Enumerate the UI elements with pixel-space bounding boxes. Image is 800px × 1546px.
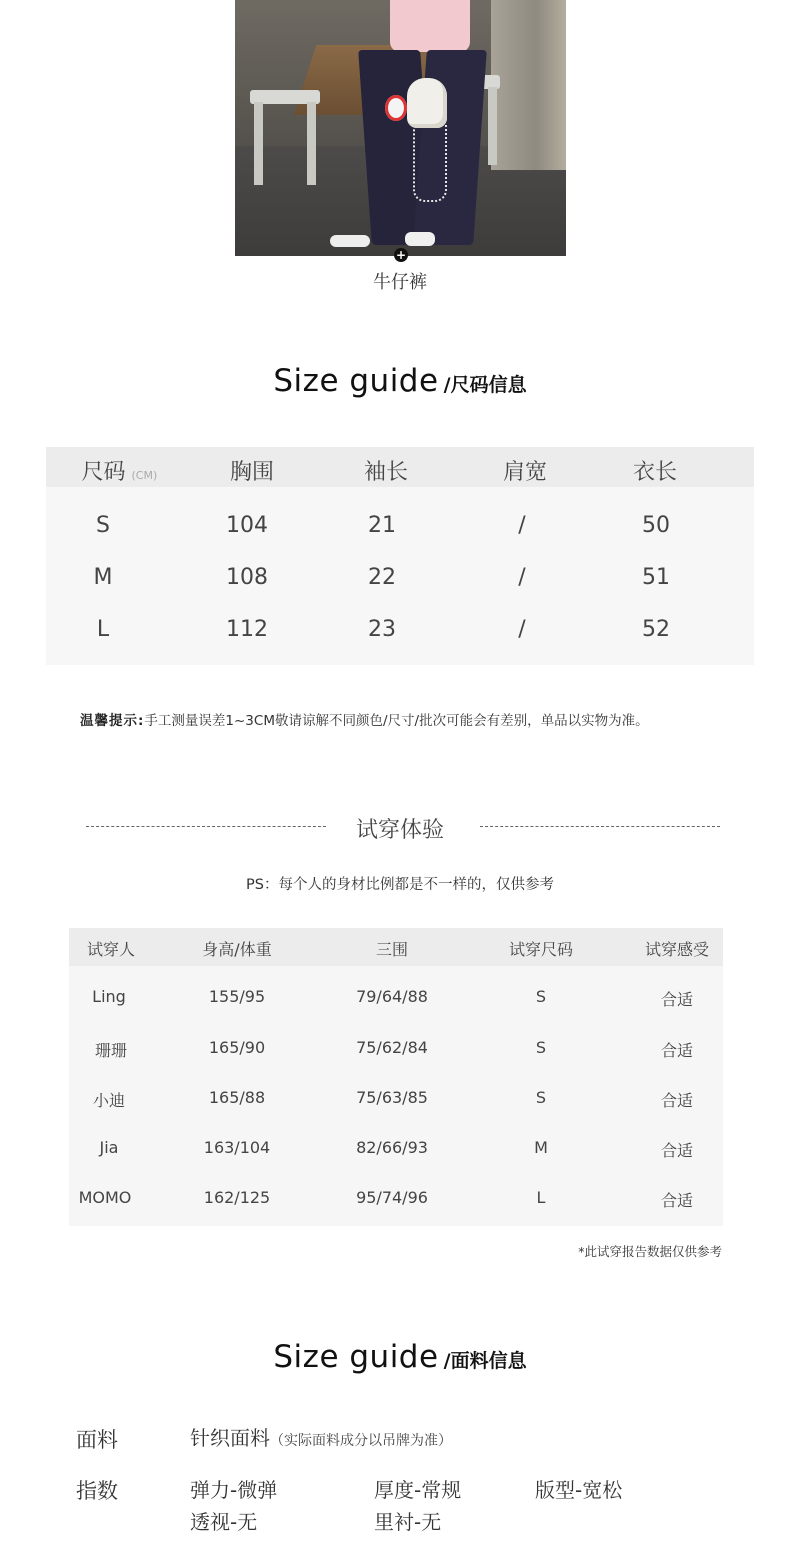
cell-trial-size: S: [535, 987, 547, 1006]
header-cell-shoulder: 肩宽: [502, 460, 548, 485]
index-label: 指数: [76, 1479, 118, 1503]
cell-chest: 108: [226, 565, 268, 590]
cell-trial-size: S: [535, 1038, 547, 1057]
cell-chest: 112: [226, 617, 268, 642]
photo-stool: [250, 90, 320, 185]
cell-feeling: 合适: [660, 1091, 694, 1110]
cell-measurements: 75/63/85: [356, 1088, 428, 1107]
product-caption: 牛仔裤: [373, 272, 427, 293]
unit-label: (CM): [131, 469, 158, 482]
size-guide-title: [0, 363, 800, 399]
fabric-guide-title-text: Size guide: [273, 1339, 439, 1375]
header-cell-chest: 胸围: [229, 460, 275, 485]
cell-height-weight: 165/90: [208, 1038, 266, 1057]
cell-size: M: [93, 565, 113, 590]
index-fit: 版型-宽松: [535, 1478, 623, 1502]
cell-person: 小迪: [92, 1091, 126, 1110]
cell-length: 51: [642, 565, 670, 590]
header-cell-sleeve: 袖长: [363, 460, 409, 485]
size-guide-subtitle: /尺码信息: [443, 374, 527, 396]
cell-length: 50: [642, 513, 670, 538]
cell-measurements: 79/64/88: [356, 987, 428, 1006]
cell-height-weight: 162/125: [203, 1188, 271, 1207]
header-cell-length: 衣长: [632, 460, 678, 485]
cell-measurements: 75/62/84: [356, 1038, 428, 1057]
trial-title: 试穿体验: [355, 818, 444, 843]
cell-feeling: 合适: [660, 990, 694, 1009]
cell-trial-size: S: [535, 1088, 547, 1107]
cell-measurements: 82/66/93: [356, 1138, 428, 1157]
photo-shoe: [405, 232, 435, 246]
cell-height-weight: 163/104: [203, 1138, 271, 1157]
cell-shoulder: /: [518, 565, 526, 590]
photo-bag-chain: [413, 125, 447, 202]
index-elasticity: 弹力-微弹: [190, 1478, 278, 1502]
fabric-guide-title: [0, 1339, 800, 1375]
header-cell-feeling: 试穿感受: [644, 940, 710, 959]
trial-table-header: [69, 928, 723, 966]
trial-note: *此试穿报告数据仅供参考: [578, 1244, 722, 1259]
cell-shoulder: /: [518, 617, 526, 642]
size-table-header: [46, 447, 754, 487]
trial-ps: PS：每个人的身材比例都是不一样的，仅供参考: [246, 877, 554, 893]
cell-sleeve: 23: [368, 617, 396, 642]
cell-height-weight: 165/88: [208, 1088, 266, 1107]
header-cell-measurements: 三围: [375, 940, 409, 959]
cell-height-weight: 155/95: [208, 987, 266, 1006]
fabric-label: 面料: [76, 1428, 118, 1452]
cell-feeling: 合适: [660, 1141, 694, 1160]
photo-shoe: [330, 235, 370, 247]
fabric-guide-subtitle: /面料信息: [443, 1350, 527, 1372]
photo-pillar: [491, 0, 566, 170]
photo-shirt: [390, 0, 470, 52]
fabric-material-note: （实际面料成分以吊牌为准）: [270, 1433, 452, 1449]
cell-person: MOMO: [78, 1188, 132, 1207]
cell-size: L: [96, 617, 110, 642]
header-cell-person: 试穿人: [86, 940, 136, 959]
cell-person: 珊珊: [94, 1041, 128, 1060]
size-guide-title-text: Size guide: [273, 363, 439, 399]
trial-table: [69, 928, 723, 1226]
cell-size: S: [96, 513, 110, 538]
fabric-material: [190, 1422, 452, 1451]
photo-toy: [385, 95, 407, 121]
index-thickness: 厚度-常规: [374, 1478, 462, 1502]
cell-chest: 104: [226, 513, 268, 538]
cell-sleeve: 21: [368, 513, 396, 538]
header-cell-trial-size: 试穿尺码: [508, 940, 574, 959]
size-table: [46, 447, 754, 665]
cell-measurements: 95/74/96: [356, 1188, 428, 1207]
cell-trial-size: M: [534, 1138, 548, 1157]
header-cell-size: 尺码 (CM): [81, 460, 158, 485]
index-transparency: 透视-无: [190, 1510, 258, 1534]
index-lining: 里衬-无: [374, 1510, 442, 1534]
cell-shoulder: /: [518, 513, 526, 538]
tip-label: 温馨提示:: [80, 713, 145, 729]
product-photo: [235, 0, 566, 256]
cell-feeling: 合适: [660, 1041, 694, 1060]
plus-icon[interactable]: +: [395, 248, 407, 262]
header-cell-height-weight: 身高/体重: [202, 940, 272, 959]
cell-length: 52: [642, 617, 670, 642]
cell-sleeve: 22: [368, 565, 396, 590]
cell-person: Ling: [92, 987, 126, 1006]
cell-feeling: 合适: [660, 1191, 694, 1210]
warm-tip: [80, 709, 649, 729]
tip-text: 手工测量误差1~3CM敬请谅解不同颜色/尺寸/批次可能会有差别，单品以实物为准。: [144, 713, 649, 729]
cell-trial-size: L: [536, 1188, 546, 1207]
fabric-material-value: 针织面料: [190, 1426, 270, 1450]
photo-bag: [407, 78, 447, 128]
cell-person: Jia: [99, 1138, 119, 1157]
